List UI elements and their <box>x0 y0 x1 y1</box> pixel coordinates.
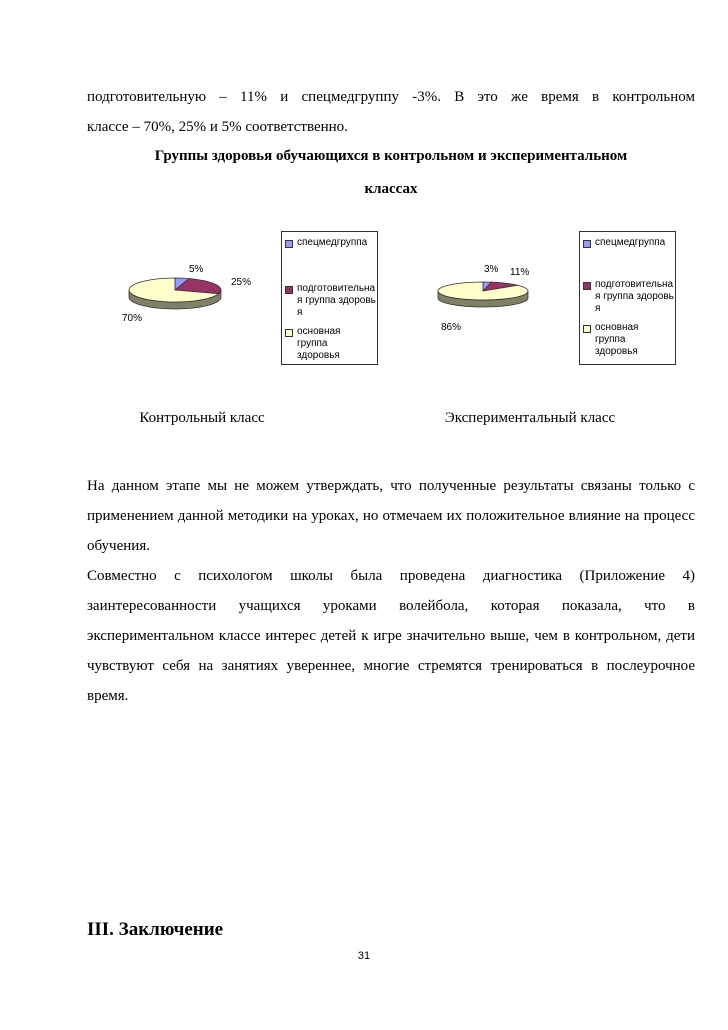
chart-title-line-1: Группы здоровья обучающихся в контрольном и экспериментальном <box>154 148 628 164</box>
experimental-label-spec: 3% <box>484 264 499 275</box>
legend-label-main: основная группа здоровья <box>297 326 341 361</box>
intro-line-1: подготовительную – 11% и спецмедгруппу -3%. В это же время в контрольном <box>87 89 695 105</box>
legend-label-prep: подготовительная группа здоровья <box>297 283 376 318</box>
legend-label-spec: спецмедгруппа <box>595 237 666 248</box>
control-legend-item-spec <box>285 237 375 249</box>
legend-label-prep: подготовительная группа здоровья <box>595 279 674 314</box>
experimental-pie-chart <box>428 270 538 330</box>
paragraph-results: На данном этапе мы не можем утверждать, что полученные результаты связаны только с применением данной методики на уроках, но отмечаем их положительное влияние на процесс обучения. <box>87 478 695 554</box>
experimental-legend-item-spec <box>583 237 673 249</box>
swatch-spec <box>583 240 591 248</box>
page-number: 31 <box>357 950 371 962</box>
intro-paragraph <box>87 82 695 142</box>
experimental-label-main: 86% <box>441 322 462 333</box>
paragraph-diagnostics: Совместно с психологом школы была проведена диагностика (Приложение 4) заинтересованности учащихся уроками волейбола, которая показала, что в экспериментальном классе интерес детей к игре значительно выше, чем в контрольном, дети чувствуют себя на занятиях увереннее, многие стремятся тренироваться в послеурочное время. <box>87 568 695 704</box>
body-paragraphs <box>87 471 695 711</box>
chart-title-line-2: классах <box>364 181 418 197</box>
swatch-prep <box>285 286 293 294</box>
section-heading: III. Заключение <box>87 919 224 940</box>
experimental-legend-item-main <box>583 322 655 358</box>
caption-control: Контрольный класс <box>139 410 265 426</box>
control-label-spec: 5% <box>189 264 204 275</box>
control-legend-item-main <box>285 326 357 362</box>
intro-line-2: классе – 70%, 25% и 5% соответственно. <box>87 119 348 135</box>
control-label-prep: 25% <box>231 277 252 288</box>
experimental-legend <box>579 231 676 365</box>
experimental-label-prep: 11% <box>510 267 530 278</box>
swatch-prep <box>583 282 591 290</box>
chart-title <box>87 142 695 203</box>
legend-label-main: основная группа здоровья <box>595 322 639 357</box>
swatch-spec <box>285 240 293 248</box>
experimental-legend-item-prep <box>583 279 675 315</box>
caption-experimental: Экспериментальный класс <box>444 410 616 426</box>
control-legend-item-prep <box>285 283 377 319</box>
swatch-main <box>285 329 293 337</box>
swatch-main <box>583 325 591 333</box>
legend-label-spec: спецмедгруппа <box>297 237 368 248</box>
control-legend <box>281 231 378 365</box>
control-label-main: 70% <box>122 313 143 324</box>
